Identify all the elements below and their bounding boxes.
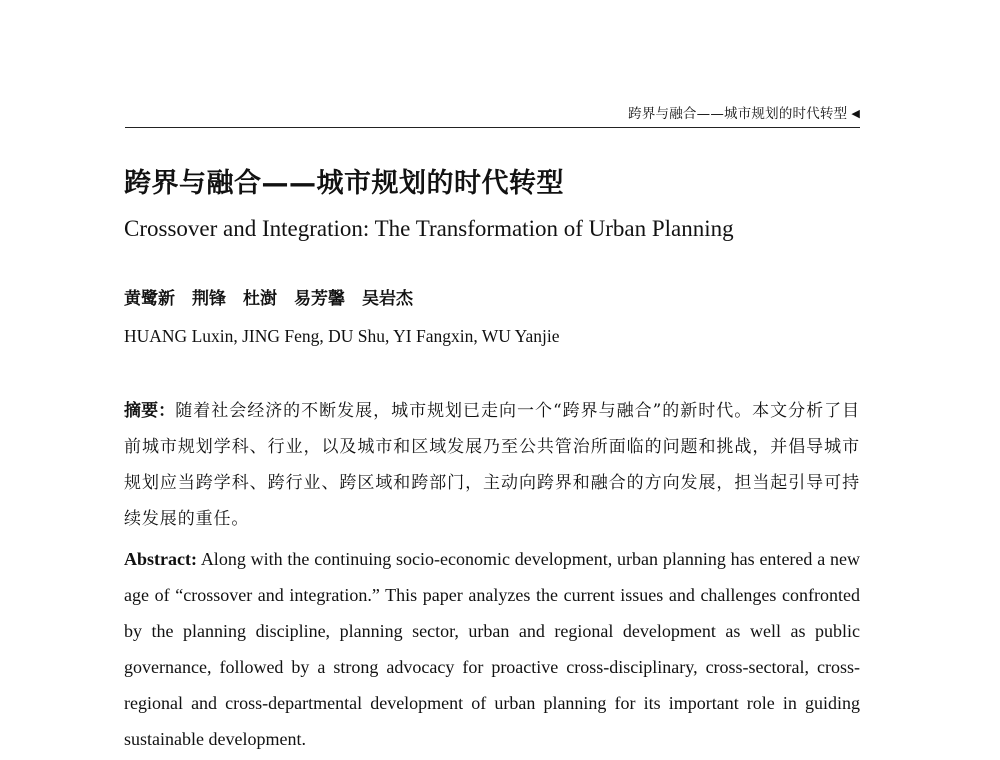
- title-english: Crossover and Integration: The Transformation of Urban Planning: [124, 216, 734, 241]
- abstract-english-body: Along with the continuing socio-economic development, urban planning has entered a new age of “crossover and integration.” This paper analyzes the current issues and challenges confronted by the planning discipline, planning sector, urban and regional development as well as public governance, followed by a strong advocacy for proactive cross-disciplinary, cross-sectoral, cross-regional and cross-departmental development of urban planning for its important role in guiding sustainable development.: [124, 549, 861, 749]
- running-header-marker-icon: ◀: [851, 107, 860, 120]
- abstract-english: [124, 541, 860, 757]
- authors-english: HUANG Luxin, JING Feng, DU Shu, YI Fangxin, WU Yanjie: [124, 326, 560, 346]
- abstract-chinese-label: 摘要：: [124, 401, 176, 421]
- abstract-english-label: Abstract:: [124, 549, 197, 569]
- abstract-chinese: [124, 393, 860, 537]
- authors-chinese: 黄鹭新 荆锋 杜澍 易芳馨 吴岩杰: [124, 289, 413, 309]
- title-chinese: 跨界与融合——城市规划的时代转型: [124, 168, 564, 199]
- running-header-title: 跨界与融合——城市规划的时代转型: [628, 106, 848, 122]
- running-header-text: [628, 104, 860, 125]
- running-header: [125, 104, 860, 128]
- abstract-chinese-body: 随着社会经济的不断发展，城市规划已走向一个“跨界与融合”的新时代。本文分析了目前城市规划学科、行业，以及城市和区域发展乃至公共管治所面临的问题和挑战，并倡导城市规划应当跨学科、跨行业、跨区域和跨部门，主动向跨界和融合的方向发展，担当起引导可持续发展的重任。: [124, 401, 861, 529]
